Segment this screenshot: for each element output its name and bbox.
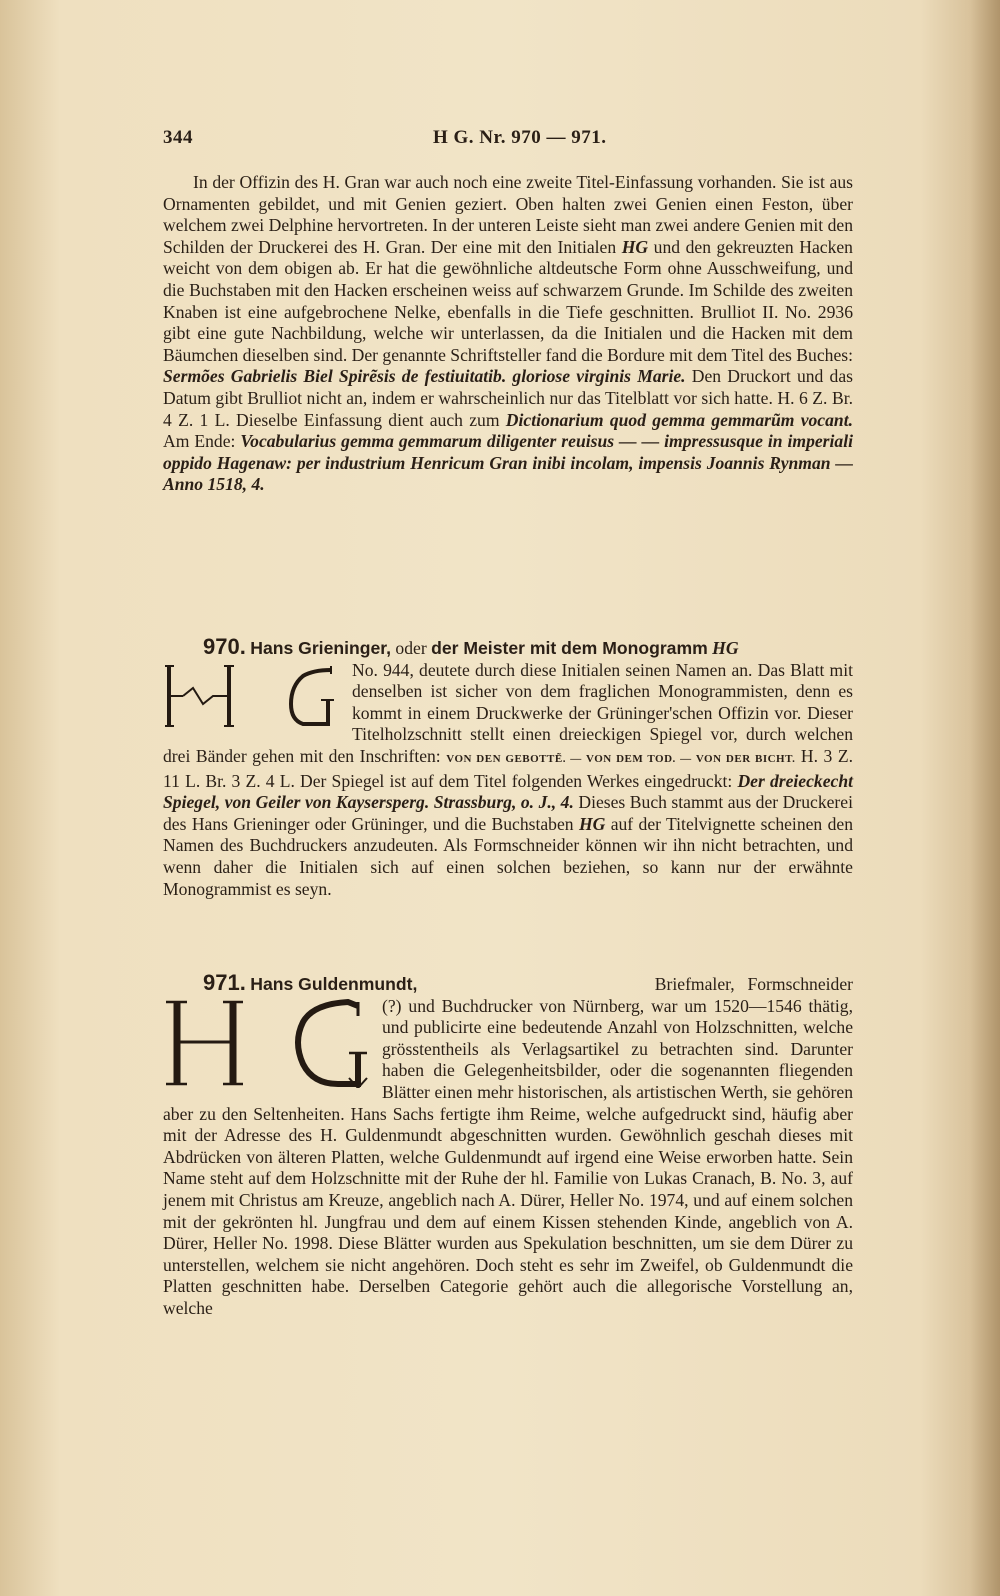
intro-book-title-1: Sermões Gabrielis Biel Spirẽsis de festiuitatib. gloriose virginis Marie. [163,366,686,387]
entry-970-text-3: Dieses Buch stammt aus der Druckerei des Hans Grieninger oder Grüninger, und die Buchstaben [163,792,853,834]
entry-970-mono-inline: HG [712,638,739,658]
entry-970-name: Hans Grieninger, [250,638,392,658]
entry-971-number: 971. [203,970,246,995]
entry-970-work-title: Der dreieckecht Spiegel, von Geiler von Kaysersperg. Strassburg, o. J., 4. [163,770,853,813]
page-number: 344 [163,127,193,148]
intro-hg-initials: HG [621,236,649,257]
entry-970-inscriptions: VON DEN GEBOTTẼ. — VON DEM TOD. — VON DER BICHT. [446,752,796,765]
intro-paragraph [163,172,853,496]
page-header [163,127,853,157]
entry-970-hg-initials: HG [578,813,606,834]
page-edge-shadow [970,0,1000,1596]
entry-971 [163,972,853,1320]
intro-book-title-2: Dictionarium quod gemma gemmarũm vocant. [505,409,853,430]
intro-text-3: Den Druckort und das Datum gibt Brulliot nicht an, indem er wahrscheinlich nur das Titelblatt vor sich hatte. H. 6 Z. Br. 4 Z. 1 L. Dieselbe Einfassung dient auch zum [163,366,853,430]
entry-970-title: der Meister mit dem Monogramm [431,638,708,658]
intro-text-1: In der Offizin des H. Gran war auch noch eine zweite Titel-Einfassung vorhanden. Sie ist aus Ornamenten gebildet, und mit Genien geziert. Oben halten zwei Genien einen Feston, über welchem zwei Delphine hervortreten. In der unteren Leiste sieht man zwei andere Genien mit den Schilden der Druckerei des H. Gran. Der eine mit den Initialen [163,172,853,257]
entry-970-text-1: No. 944, deutete durch diese Initialen seinen Namen an. Das Blatt mit denselben ist sicher von dem fraglichen Monogrammisten, denn es kommt in einem Druckwerke der Grüninger'schen Offizin vor. Dieser Titelholzschnitt stellt einen dreieckigen Spiegel vor, durch welchen drei Bänder gehen mit den Inschriften: [163,659,853,766]
entry-971-text-1: Briefmaler, Formschneider (?) und Buchdrucker von Nürnberg, war um 1520—1546 thätig, und publicirte eine bedeutende Anzahl von Holzschnitten, welche grösstentheils als Verlagsartikel zu betrachten sind. Darunter haben die Gelegenheitsbilder, oder die sogenannten fliegenden Blätter einen mehr historischen, als artistischen Werth, sie gehören aber zu den Seltenheiten. Hans Sachs fertigte ihm Reime, welche aufgedruckt sind, häufig aber mit der Adresse des H. Guldenmundt abgeschnitten wurden. Gewöhnlich geschah dieses mit Abdrücken von älteren Platten, welche Guldenmundt auf irgend eine Weise erworben hatte. Sein Name steht auf dem Holzschnitte mit der Ruhe der hl. Familie von Lukas Cranach, B. No. 3, auf jenem mit Christus am Kreuze, angeblich nach A. Dürer, Heller No. 1974, und auf einem solchen mit der gekrönten hl. Jungfrau und dem auf einem Kissen stehenden Kinde, angeblich von A. Dürer, Heller No. 1998. Diese Blätter wurden aus Spekulation beschnitten, um sie dem Dürer zu unterstellen, welchem sie nicht angehören. Doch steht es sehr im Zweifel, ob Guldenmundt die Platten geschnitten habe. Derselben Categorie gehört auch die allegorische Vorstellung an, welche [163,974,853,1318]
entry-970-number: 970. [203,634,246,659]
entry-970-text-2: H. 3 Z. 11 L. Br. 3 Z. 4 L. Der Spiegel ist auf dem Titel folgenden Werkes eingedruckt: [163,745,853,791]
hg-monogram-970-icon [163,664,338,728]
running-head: H G. Nr. 970 — 971. [433,127,607,148]
entry-971-name: Hans Guldenmundt, [250,974,418,994]
intro-book-title-3: Vocabularius gemma gemmarum diligenter reuisus — — impressusque in imperiali oppido Hagenaw: per industrium Henricum Gran inibi incolam, impensis Joannis Rynman — Anno 1518, 4. [163,431,853,495]
entry-970 [163,636,853,900]
intro-text-2: und den gekreuzten Hacken weicht von dem obigen ab. Er hat die gewöhnliche altdeutsche Form ohne Ausschweifung, und die Buchstaben mit den Hacken erscheinen weiss auf schwarzem Grunde. Im Schilde des zweiten Knaben ist eine aufgebrochene Nelke, ebenfalls in die Tiefe geschnitten. Brulliot II. No. 2936 gibt eine gute Nachbildung, welche wir unterlassen, da die Initialen und die Hacken mit dem Bäumchen dieselben sind. Der genannte Schriftsteller fand die Bordure mit dem Titel des Buches: [163,236,853,365]
entry-970-oder: oder [391,638,432,658]
entry-970-text-4: auf der Titelvignette scheinen den Namen des Buchdruckers anzudeuten. Als Formschneider können wir ihn nicht betrachten, und wenn daher die Initialen sich auf einen solchen beziehen, so kann nur der erwähnte Monogrammist es seyn. [163,813,853,899]
hg-monogram-971-icon [163,998,368,1088]
intro-text-4: Am Ende: [163,431,241,452]
